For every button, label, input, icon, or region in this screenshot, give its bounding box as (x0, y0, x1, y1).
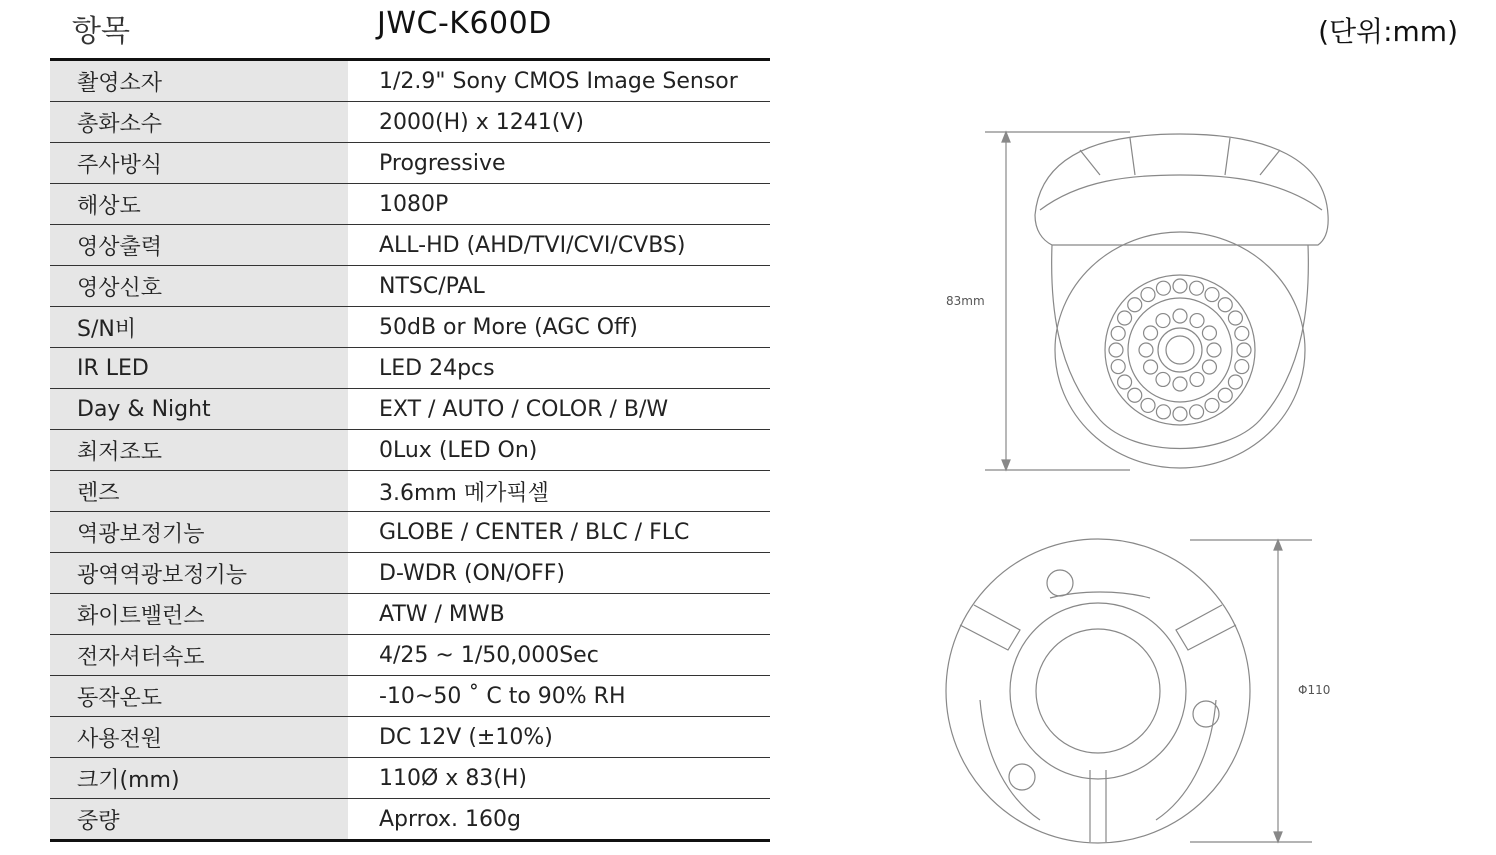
ir-led-icon (1190, 405, 1204, 419)
ir-led-icon (1144, 326, 1158, 340)
spec-value: GLOBE / CENTER / BLC / FLC (348, 512, 770, 553)
spec-label: 촬영소자 (50, 60, 348, 102)
ir-led-icon (1202, 360, 1216, 374)
ir-led-icon (1144, 360, 1158, 374)
table-row (50, 184, 770, 225)
ir-led-icon (1156, 314, 1170, 328)
ir-led-icon (1190, 372, 1204, 386)
table-row (50, 430, 770, 471)
spec-label: 총화소수 (50, 102, 348, 143)
ir-led-icon (1190, 281, 1204, 295)
table-row (50, 348, 770, 389)
dome-side-view (1035, 134, 1328, 468)
spec-value: 2000(H) x 1241(V) (348, 102, 770, 143)
table-row (50, 758, 770, 799)
ir-led-icon (1128, 298, 1142, 312)
spec-value: Aprrox. 160g (379, 806, 521, 832)
spec-value: -10~50 ˚ C to 90% RH (348, 676, 770, 717)
ir-led-icon (1207, 343, 1221, 357)
spec-label: 광역역광보정기능 (50, 553, 348, 594)
spec-value: 1/2.9" Sony CMOS Image Sensor (348, 60, 770, 102)
table-row (50, 553, 770, 594)
spec-label: 영상신호 (50, 266, 348, 307)
table-row (50, 266, 770, 307)
spec-label: 렌즈 (50, 471, 348, 512)
spec-label: 크기(mm) (50, 758, 348, 799)
spec-value: EXT / AUTO / COLOR / B/W (348, 389, 770, 430)
table-row (50, 799, 770, 841)
spec-label: 역광보정기능 (50, 512, 348, 553)
spec-table (50, 58, 770, 842)
spec-label: 중량 (50, 799, 348, 841)
ir-led-icon (1139, 343, 1153, 357)
camera-drawing (930, 120, 1350, 850)
ir-led-icon (1118, 311, 1132, 325)
diameter-label: Φ110 (1298, 683, 1331, 697)
spec-label: 동작온도 (50, 676, 348, 717)
ir-led-icon (1128, 388, 1142, 402)
spec-value: 0Lux (LED On) (348, 430, 770, 471)
ir-led-icon (1218, 388, 1232, 402)
ir-led-icon (1228, 311, 1242, 325)
spec-label: 전자셔터속도 (50, 635, 348, 676)
table-row (50, 143, 770, 184)
spec-label: 영상출력 (50, 225, 348, 266)
spec-value: 3.6mm 메가픽셀 (348, 471, 770, 512)
ir-led-icon (1141, 398, 1155, 412)
table-row (50, 676, 770, 717)
table-row (50, 512, 770, 553)
spec-label: 주사방식 (50, 143, 348, 184)
ir-led-icon (1118, 375, 1132, 389)
ir-led-icon (1202, 326, 1216, 340)
spec-value: Progressive (348, 143, 770, 184)
spec-value: D-WDR (ON/OFF) (348, 553, 770, 594)
ir-led-icon (1205, 398, 1219, 412)
table-row (50, 717, 770, 758)
spec-label: 화이트밸런스 (50, 594, 348, 635)
ir-led-icon (1190, 314, 1204, 328)
ir-led-icon (1173, 279, 1187, 293)
ir-led-icon (1156, 372, 1170, 386)
ir-led-icon (1156, 405, 1170, 419)
spec-value: 50dB or More (AGC Off) (348, 307, 770, 348)
spec-label: 최저조도 (50, 430, 348, 471)
table-row (50, 635, 770, 676)
height-label: 83mm (946, 294, 985, 308)
spec-value: ATW / MWB (348, 594, 770, 635)
dome-bottom-view (946, 539, 1250, 843)
table-row (50, 102, 770, 143)
ir-led-icon (1173, 377, 1187, 391)
ir-led-icon (1228, 375, 1242, 389)
spec-label: Day & Night (50, 389, 348, 430)
table-row (50, 471, 770, 512)
ir-led-icon (1111, 360, 1125, 374)
ir-led-icon (1218, 298, 1232, 312)
table-row (50, 594, 770, 635)
ir-led-icon (1109, 343, 1123, 357)
ir-led-icon (1141, 288, 1155, 302)
spec-label: 해상도 (50, 184, 348, 225)
header-item-label: 항목 (72, 14, 130, 49)
spec-value: 1080P (348, 184, 770, 225)
ir-led-icon (1156, 281, 1170, 295)
spec-value: DC 12V (±10%) (348, 717, 770, 758)
ir-led-icon (1205, 288, 1219, 302)
spec-value: LED 24pcs (348, 348, 770, 389)
ir-led-icon (1237, 343, 1251, 357)
spec-value: 110Ø x 83(H) (348, 758, 770, 799)
unit-label: (단위:mm) (1318, 15, 1458, 48)
spec-value: NTSC/PAL (348, 266, 770, 307)
ir-led-icon (1111, 326, 1125, 340)
table-row (50, 307, 770, 348)
ir-led-icon (1235, 326, 1249, 340)
spec-label: 사용전원 (50, 717, 348, 758)
spec-value: ALL-HD (AHD/TVI/CVI/CVBS) (348, 225, 770, 266)
table-row (50, 389, 770, 430)
ir-led-icon (1173, 309, 1187, 323)
ir-led-icon (1235, 360, 1249, 374)
spec-value: 4/25 ~ 1/50,000Sec (348, 635, 770, 676)
ir-led-icon (1173, 407, 1187, 421)
table-row (50, 225, 770, 266)
spec-label: S/N비 (50, 307, 348, 348)
model-name: JWC-K600D (377, 6, 552, 41)
table-row (50, 60, 770, 102)
spec-label: IR LED (50, 348, 348, 389)
